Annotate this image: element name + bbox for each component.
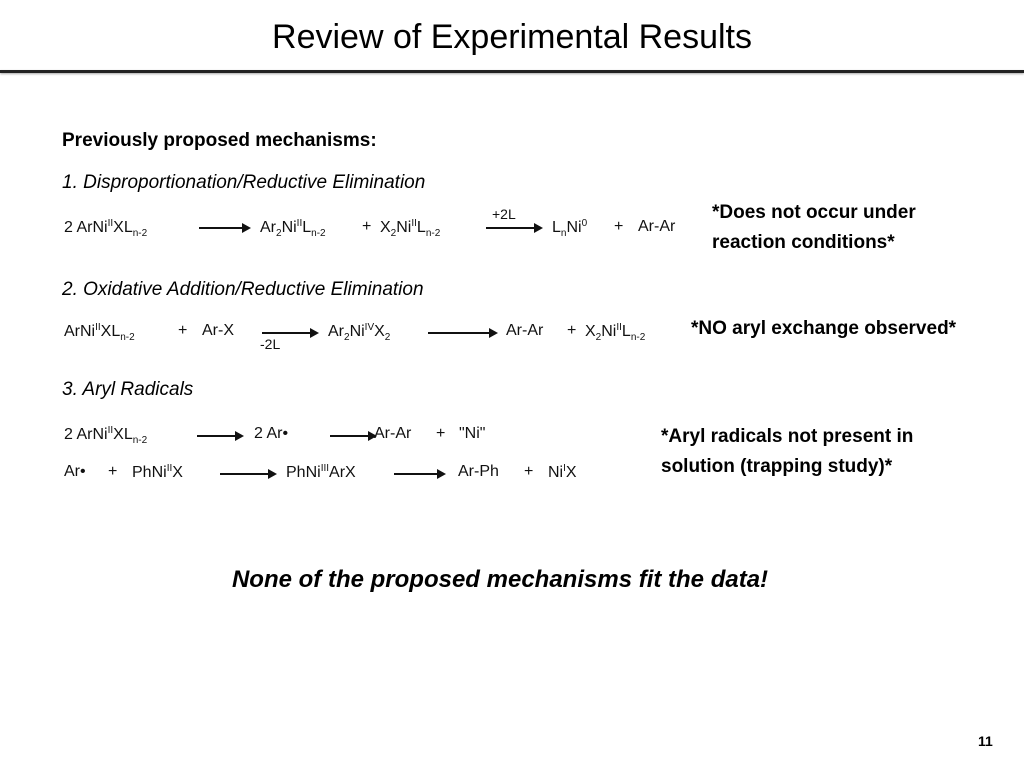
mechanism-2-note: *NO aryl exchange observed* bbox=[691, 318, 957, 339]
line-2-product-2: Ar-Ph bbox=[458, 463, 499, 480]
line-1-product-1: 2 Ar• bbox=[254, 425, 289, 442]
reaction-arrow bbox=[486, 227, 541, 229]
line-1-product-2: Ar-Ar bbox=[374, 425, 412, 442]
reactant-1: $ArNi^{II}XL_{n-2}$ bbox=[64, 322, 135, 343]
line-2-product-3: $Ni^IX$ bbox=[548, 463, 577, 481]
conclusion-text: None of the proposed mechanisms fit the data! bbox=[231, 566, 769, 593]
mechanism-3-note: *Aryl radicals not present in solution (trapping study)* bbox=[661, 426, 914, 477]
section-heading: Previously proposed mechanisms: bbox=[62, 130, 377, 151]
plus-sign: + bbox=[524, 463, 534, 480]
line-2-reactant-1: Ar• bbox=[64, 463, 86, 480]
line-1-reactant: 2 $ArNi^{II}XL_{n-2}$ bbox=[64, 425, 148, 446]
line-1-product-3: "Ni" bbox=[459, 425, 486, 442]
plus-sign: + bbox=[436, 425, 446, 442]
reactant: 2 $ArNi^{II}XL_{n-2}$ bbox=[64, 218, 148, 239]
reaction-arrow bbox=[199, 227, 249, 229]
mechanism-3-scheme bbox=[64, 423, 624, 493]
plus-sign: + bbox=[108, 463, 118, 480]
mechanism-1-note: *Does not occur under reaction conditions* bbox=[712, 202, 916, 253]
mechanism-1-title: 1. Disproportionation/Reductive Elimination bbox=[62, 172, 426, 193]
plus-sign: + bbox=[567, 322, 577, 339]
reaction-arrow bbox=[330, 435, 375, 437]
arrow-label: +2L bbox=[492, 206, 516, 222]
plus-sign: + bbox=[362, 218, 372, 235]
product-1: Ar-Ar bbox=[506, 322, 544, 339]
line-2-product-1: PhNi$^{III}$ArX bbox=[286, 463, 356, 481]
product-4: Ar-Ar bbox=[638, 218, 676, 235]
reaction-arrow bbox=[262, 332, 317, 334]
reaction-arrow bbox=[197, 435, 242, 437]
mechanism-2-scheme bbox=[64, 320, 684, 360]
reaction-arrow bbox=[394, 473, 444, 475]
mechanism-2-title: 2. Oxidative Addition/Reductive Elimination bbox=[62, 279, 424, 300]
line-2-reactant-2: PhNi$^{II}$X bbox=[132, 463, 183, 481]
product-2: $X_2Ni^{II}L_{n-2}$ bbox=[585, 322, 646, 343]
reactant-2: Ar-X bbox=[202, 322, 234, 339]
reaction-arrow bbox=[428, 332, 496, 334]
arrow-label: -2L bbox=[260, 336, 281, 352]
reaction-arrow bbox=[220, 473, 275, 475]
product-3: $L_nNi^0$ bbox=[552, 218, 588, 239]
product-1: $Ar_2Ni^{II}L_{n-2}$ bbox=[260, 218, 326, 239]
plus-sign: + bbox=[614, 218, 624, 235]
slide-title: Review of Experimental Results bbox=[272, 18, 752, 56]
plus-sign: + bbox=[178, 322, 188, 339]
title-divider bbox=[0, 70, 1024, 73]
page-number: 11 bbox=[978, 733, 993, 749]
mechanism-3-title: 3. Aryl Radicals bbox=[62, 379, 194, 400]
mechanism-1-scheme bbox=[64, 206, 704, 254]
intermediate: $Ar_2Ni^{IV}X_2$ bbox=[328, 322, 391, 343]
product-2: $X_2Ni^{II}L_{n-2}$ bbox=[380, 218, 441, 239]
